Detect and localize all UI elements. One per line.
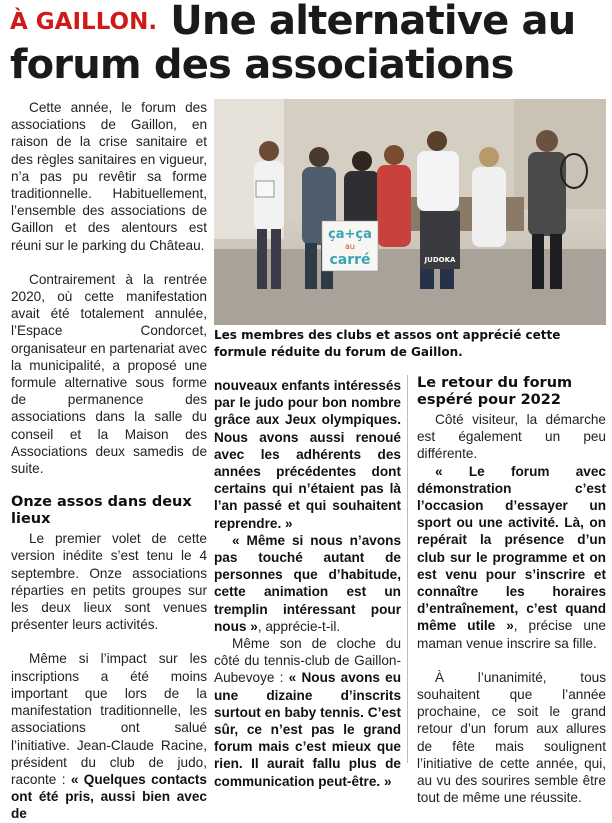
subheading: Onze assos dans deux lieux	[11, 494, 192, 528]
photo-illustration	[214, 99, 606, 325]
paragraph: Le premier volet de cette version inédite s’est tenu le 4 septembre. Onze associations réparties en petits groupes sur les deux lieux sont venues présenter leurs activités.	[11, 531, 207, 633]
photo-caption: Les membres des clubs et assos ont apprécié cette formule réduite du forum de Gaillon.	[214, 328, 561, 359]
paragraph: Côté visiteur, la démarche est également un peu différente.	[417, 412, 606, 462]
headline	[10, 0, 606, 87]
paragraph-text: Même son de cloche du côté du tennis-club de Gaillon-Aubevoye :	[214, 636, 401, 686]
paragraph: Cette année, le forum des associations de Gaillon, en raison de la crise sanitaire et des règles sanitaires en vigueur, n’a pas pu revêtir sa forme traditionnelle. Habituellement, l’ensemble des associations de Gaillon et des alentours est réuni sur le parking du Château.	[11, 100, 207, 253]
poster-text: JUDOKA	[424, 256, 456, 264]
paragraph: Contrairement à la rentrée 2020, où cette manifestation avait été totalement annulée, l’Espace Condorcet, organisateur en partenariat avec la municipalité, a proposé une formule alternative sous forme de permanence des associations dans la salle du conseil et la Maison des Associations deux samedis de suite.	[11, 271, 207, 477]
paragraph	[11, 650, 207, 822]
paragraph	[214, 532, 401, 635]
headline-place: À GAILLON.	[10, 9, 158, 35]
sign-text-bottom: carré	[329, 252, 371, 268]
paragraph	[214, 635, 401, 790]
article-column-3	[417, 375, 606, 806]
quote: « Même si nous n’avons pas touché autant de personnes que d’habitude, cette animation est un tremplin intéressant pour nous »	[214, 532, 401, 634]
sign-text-mid: au	[345, 242, 355, 251]
paragraph: À l’unanimité, tous souhaitent que l’année prochaine, ce soit le grand retour d’un forum aux allures de fête mais soulignent l’initiative de cette année, qui, au vu des sourires semble être tout de même une réussite.	[417, 669, 606, 806]
column-divider	[407, 375, 408, 763]
article-column-1	[11, 99, 207, 823]
paragraph-text: Même si l’impact sur les inscriptions a été moins important que lors de la manifestation traditionnelle, les associations ont salué l’initiative. Jean-Claude Racine, président du club de judo, raconte :	[11, 651, 207, 787]
paragraph	[417, 463, 606, 652]
article-column-2	[214, 377, 401, 790]
quote: « Le forum avec démonstration c’est l’occasion d’essayer un sport ou une activité. Là, on repérait la présence d’un club sur le programme et on est venu pour s’inscrire et connaître les horaires d’entraînement, c’est quand même utile »	[417, 463, 606, 634]
subheading: Le retour du forum espéré pour 2022	[417, 375, 573, 408]
paragraph-text: , apprécie-t-il.	[257, 618, 341, 634]
article-photo	[214, 99, 606, 325]
quote: « Quelques contacts ont été pris, aussi bien avec de	[11, 771, 207, 822]
headline-title: Une alternative au forum des associations	[10, 0, 576, 88]
paragraph-text: , précise une maman venue inscrire sa fille.	[417, 618, 606, 651]
paragraph	[214, 377, 401, 532]
sign-text-top: ça+ça	[328, 227, 372, 242]
quote: « Nous avons eu une dizaine d’inscrits surtout en baby tennis. C’est sûr, ce n’est pas le grand forum mais c’est mieux que rien. Il aurait fallu plus de communication peut-être. »	[214, 670, 402, 789]
quote: nouveaux enfants intéressés par le judo pour bon nombre grâce aux Jeux olympiques. Nous avons aussi renoué avec les adhérents des années précédentes dont certains qui n’étaient pas là l’an passé et qui souhaitent reprendre. »	[214, 378, 401, 531]
